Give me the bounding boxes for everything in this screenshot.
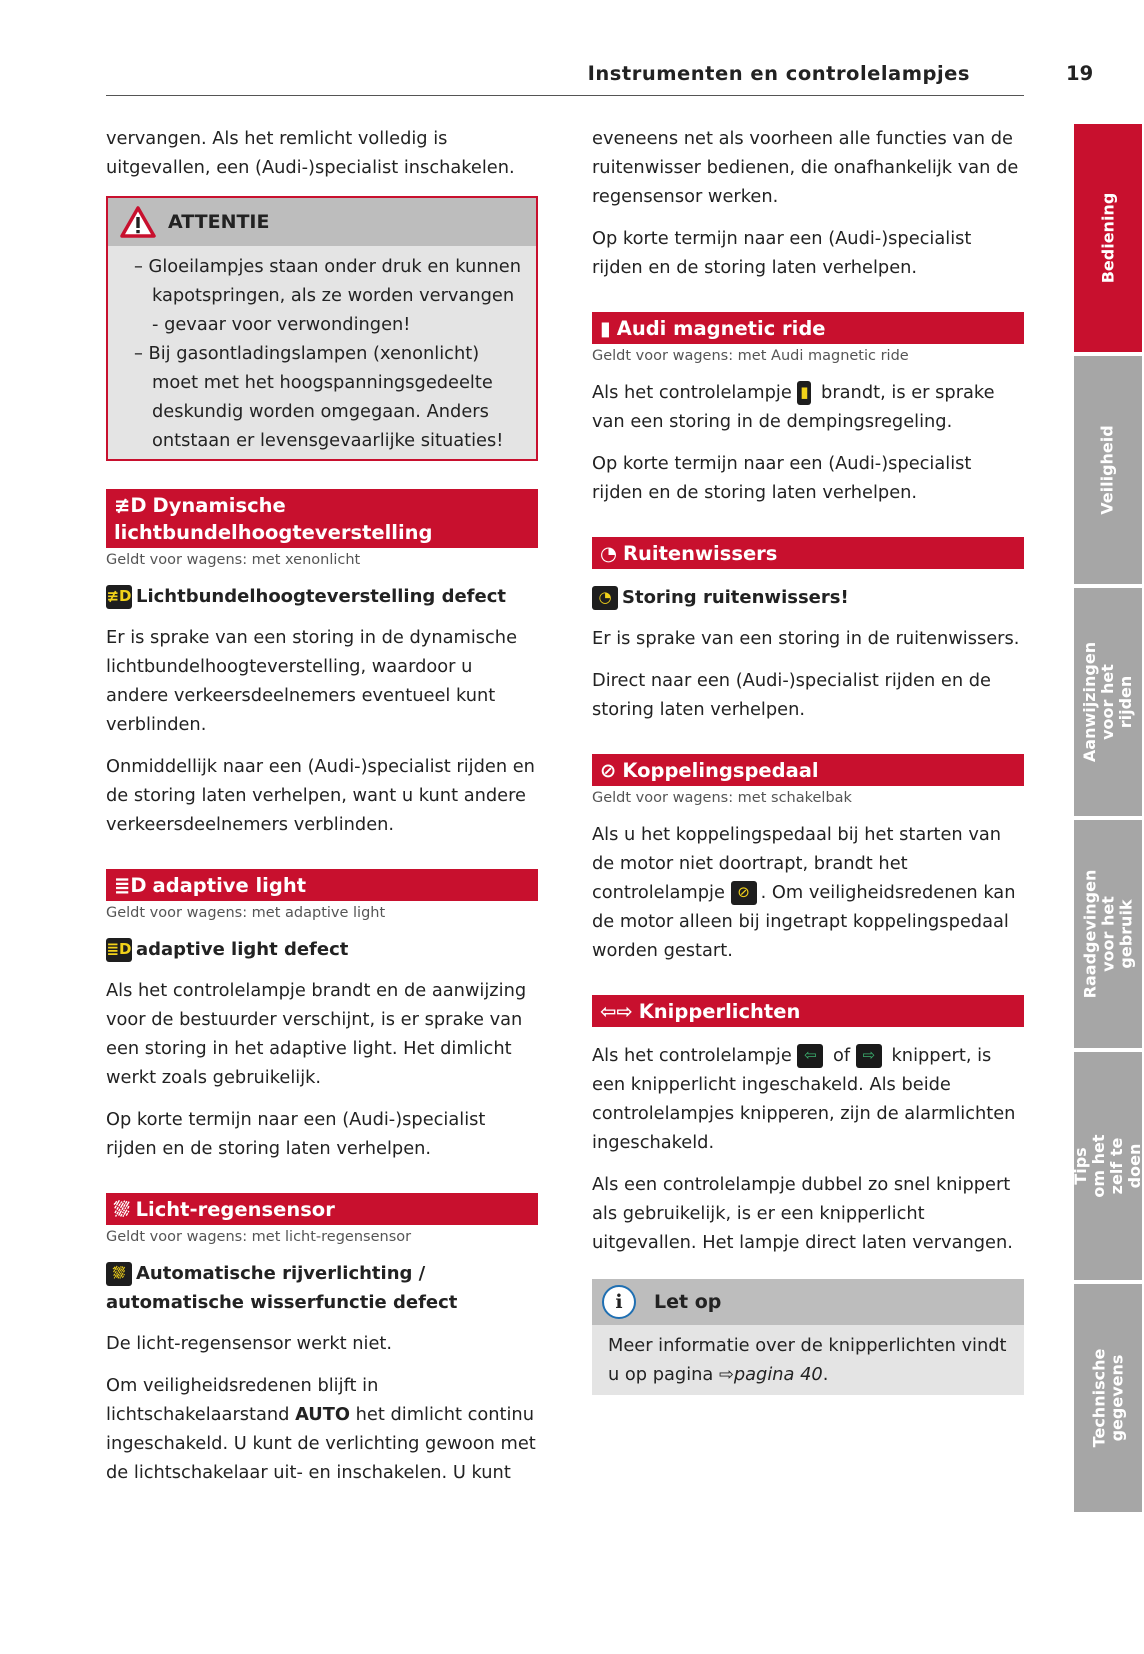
turn-right-lamp-icon: ⇨ xyxy=(856,1044,882,1068)
page-reference-link[interactable]: ⇨pagina 40 xyxy=(718,1364,823,1385)
paragraph: De licht-regensensor werkt niet. xyxy=(106,1333,393,1354)
note-title: Let op xyxy=(654,1291,722,1313)
headlight-leveling-icon: ≢D xyxy=(114,494,147,517)
right-column xyxy=(592,124,1024,1395)
section-title: adaptive light xyxy=(152,874,307,897)
section-title: Knipperlichten xyxy=(638,1000,801,1023)
side-tab-bediening[interactable]: Bediening xyxy=(1074,124,1142,352)
adaptive-light-icon: ≣D xyxy=(114,874,147,897)
paragraph: Als u het koppelingspedaal bij het starten van de motor niet doortrapt, brandt het controlelampje ⊘ . Om veiligheidsredenen kan de motor alleen bij ingetrapt koppelingspedaal worden gestart. xyxy=(592,824,1016,961)
side-tab-veiligheid[interactable]: Veiligheid xyxy=(1074,356,1142,584)
applies-to-note: Geldt voor wagens: met licht-regensensor xyxy=(106,1229,412,1245)
applies-to-note: Geldt voor wagens: met xenonlicht xyxy=(106,552,361,568)
adaptive-light-lamp-icon: ≣D xyxy=(106,938,132,962)
section-title: Koppelingspedaal xyxy=(622,759,819,782)
wiper-lamp-icon: ◔ xyxy=(592,586,618,610)
section-blinkers-heading xyxy=(592,995,1024,1027)
section-magnetic-ride-heading xyxy=(592,312,1024,344)
paragraph: Als het controlelampje ▮ brandt, is er sprake van een storing in de dempingsregeling. xyxy=(592,382,995,432)
turn-signal-icon: ⇦⇨ xyxy=(600,1000,633,1023)
light-rain-sensor-lamp-icon: ⛆ xyxy=(106,1262,132,1286)
subheading: ≣D adaptive light defect xyxy=(106,939,349,960)
magnetic-ride-icon: ▮ xyxy=(600,317,611,340)
warning-item: – Gloeilampjes staan onder druk en kunnen kapotspringen, als ze worden vervangen - gevaar voor verwondingen! xyxy=(134,256,521,335)
section-adaptive-light-heading xyxy=(106,869,538,901)
side-tab-technische-gegevens[interactable]: Technische gegevens xyxy=(1074,1284,1142,1512)
warning-title: ATTENTIE xyxy=(168,211,270,233)
section-title: Ruitenwissers xyxy=(623,542,778,565)
section-dynamic-beam-heading xyxy=(106,489,538,548)
warning-header xyxy=(108,198,536,246)
applies-to-note: Geldt voor wagens: met Audi magnetic ride xyxy=(592,348,909,364)
applies-to-note: Geldt voor wagens: met adaptive light xyxy=(106,905,386,921)
turn-left-lamp-icon: ⇦ xyxy=(797,1044,823,1068)
section-wipers-heading xyxy=(592,537,1024,569)
clutch-lamp-icon: ⊘ xyxy=(731,881,757,905)
info-icon: i xyxy=(602,1285,636,1319)
subheading: ◔ Storing ruitenwissers! xyxy=(592,583,1024,612)
paragraph: Er is sprake van een storing in de ruitenwissers. xyxy=(592,628,1020,649)
section-light-rain-sensor-heading xyxy=(106,1193,538,1225)
section-title: Licht-regensensor xyxy=(135,1198,335,1221)
left-column xyxy=(106,124,538,1500)
warning-triangle-icon xyxy=(120,206,156,238)
light-rain-sensor-icon: ⛆ xyxy=(114,1198,130,1221)
paragraph: Er is sprake van een storing in de dynamische lichtbundelhoogteverstelling, waardoor u andere verkeersdeelnemers eventueel kunt verblinden. xyxy=(106,627,518,735)
paragraph: eveneens net als voorheen alle functies van de ruitenwisser bedienen, die onafhankelijk van de regensensor werken. xyxy=(592,128,1019,207)
paragraph: Op korte termijn naar een (Audi-)specialist rijden en de storing laten verhelpen. xyxy=(592,228,972,278)
section-title: Dynamische lichtbundelhoogteverstelling xyxy=(114,494,433,544)
paragraph: Onmiddellijk naar een (Audi-)specialist rijden en de storing laten verhelpen, want u kunt andere verkeersdeelnemers verblinden. xyxy=(106,756,535,835)
magnetic-ride-lamp-icon: ▮ xyxy=(797,381,811,405)
paragraph: Op korte termijn naar een (Audi-)specialist rijden en de storing laten verhelpen. xyxy=(592,453,972,503)
note-text: Meer informatie over de knipperlichten vindt u op pagina ⇨pagina 40. xyxy=(608,1335,1007,1385)
paragraph: Als het controlelampje ⇦ of ⇨ knippert, is een knipperlicht ingeschakeld. Als beide controlelampjes knipperen, zijn de alarmlichten ingeschakeld. xyxy=(592,1045,1016,1153)
header-rule xyxy=(106,95,1024,96)
clutch-icon: ⊘ xyxy=(600,759,617,782)
paragraph: Op korte termijn naar een (Audi-)specialist rijden en de storing laten verhelpen. xyxy=(106,1109,486,1159)
section-title: Audi magnetic ride xyxy=(616,317,826,340)
subheading: ≢D Lichtbundelhoogteverstelling defect xyxy=(106,586,506,607)
auto-label: AUTO xyxy=(295,1404,350,1425)
section-clutch-heading xyxy=(592,754,1024,786)
side-tab-raadgevingen[interactable]: Raadgevingen voor het gebruik xyxy=(1074,820,1142,1048)
paragraph: Als een controlelampje dubbel zo snel knippert als gebruikelijk, is er een knipperlicht uitgevallen. Het lampje direct laten vervangen. xyxy=(592,1174,1013,1253)
wiper-icon: ◔ xyxy=(600,542,618,565)
applies-to-note: Geldt voor wagens: met schakelbak xyxy=(592,790,852,806)
warning-box xyxy=(106,196,538,461)
running-header-title: Instrumenten en controlelampjes xyxy=(587,62,970,85)
intro-paragraph: vervangen. Als het remlicht volledig is uitgevallen, een (Audi-)specialist inschakelen. xyxy=(106,128,515,178)
paragraph: Als het controlelampje brandt en de aanwijzing voor de bestuurder verschijnt, is er sprake van een storing in het adaptive light. Het dimlicht werkt zoals gebruikelijk. xyxy=(106,980,527,1088)
side-tab-tips[interactable]: Tips om het zelf te doen xyxy=(1074,1052,1142,1280)
side-tab-aanwijzingen[interactable]: Aanwijzingen voor het rijden xyxy=(1074,588,1142,816)
paragraph: Direct naar een (Audi-)specialist rijden en de storing laten verhelpen. xyxy=(592,670,991,720)
note-box xyxy=(592,1279,1024,1395)
page-number: 19 xyxy=(1066,62,1094,85)
subheading: ⛆ Automatische rijverlichting / automatische wisserfunctie defect xyxy=(106,1263,458,1313)
warning-item: – Bij gasontladingslampen (xenonlicht) moet met het hoogspanningsgedeelte deskundig worden omgegaan. Anders ontstaan er levensgevaarlijke situaties! xyxy=(134,343,504,451)
note-header xyxy=(592,1279,1024,1325)
paragraph: Om veiligheidsredenen blijft in lichtschakelaarstand AUTO het dimlicht continu ingeschakeld. U kunt de verlichting gewoon met de lichtschakelaar uit- en inschakelen. U kunt xyxy=(106,1375,536,1483)
headlight-leveling-lamp-icon: ≢D xyxy=(106,585,132,609)
